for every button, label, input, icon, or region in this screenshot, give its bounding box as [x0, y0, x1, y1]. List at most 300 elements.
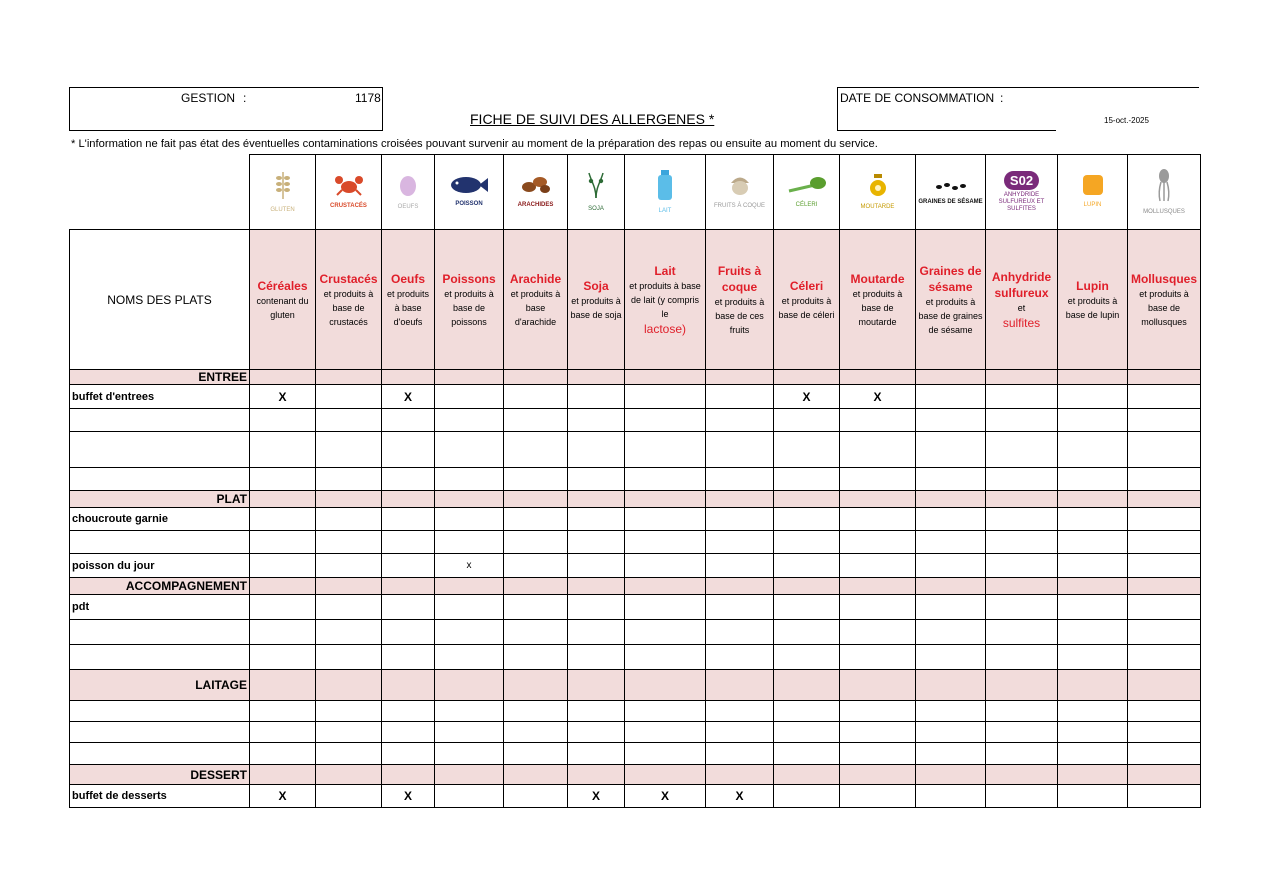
allergen-mark-cell — [1058, 645, 1128, 670]
allergen-subtitle: et produits à base d'oeufs — [386, 288, 430, 327]
gestion-label: GESTION — [181, 91, 236, 105]
icon-row — [70, 155, 1201, 230]
allergen-icon-label: CRUSTACÉS — [330, 203, 367, 209]
egg-icon — [398, 173, 418, 202]
allergen-mark-cell — [504, 578, 568, 595]
allergen-icon-cell — [435, 155, 504, 230]
allergen-mark-cell — [916, 765, 986, 785]
allergen-header — [840, 230, 916, 370]
allergen-mark-cell — [382, 578, 435, 595]
allergen-mark-cell — [706, 385, 774, 409]
allergen-header — [986, 230, 1058, 370]
allergen-mark-cell — [986, 785, 1058, 808]
allergen-mark-cell — [568, 491, 625, 508]
allergen-mark-cell — [568, 409, 625, 432]
allergen-title: Soja — [583, 278, 609, 293]
gestion-colon: : — [243, 91, 247, 105]
allergen-mark-cell — [316, 701, 382, 722]
allergen-mark-cell — [504, 554, 568, 578]
allergen-mark-cell — [568, 578, 625, 595]
allergen-header — [504, 230, 568, 370]
allergen-mark-cell — [706, 743, 774, 765]
allergen-mark-cell — [625, 468, 706, 491]
allergen-mark-cell — [706, 554, 774, 578]
category-row — [70, 765, 1201, 785]
allergen-mark-cell — [382, 468, 435, 491]
allergen-icon-cell — [316, 155, 382, 230]
allergen-mark-cell — [250, 595, 316, 620]
allergen-mark-cell — [250, 409, 316, 432]
allergen-mark-cell — [504, 765, 568, 785]
allergen-mark-cell — [840, 785, 916, 808]
allergen-mark-cell — [250, 743, 316, 765]
allergen-mark-cell — [625, 432, 706, 468]
allergen-mark-cell — [774, 722, 840, 743]
allergen-mark-cell — [625, 491, 706, 508]
allergen-mark-cell — [916, 531, 986, 554]
date-value: 15-oct.-2025 — [1104, 116, 1149, 125]
allergen-mark-cell — [986, 722, 1058, 743]
allergen-mark-cell — [1058, 370, 1128, 385]
allergen-mark-cell — [840, 508, 916, 531]
allergen-mark-cell — [568, 370, 625, 385]
allergen-icon-cell — [1058, 155, 1128, 230]
allergen-mark-cell — [435, 468, 504, 491]
allergen-mark-cell — [774, 785, 840, 808]
allergen-mark-cell — [1058, 432, 1128, 468]
allergen-mark-cell — [435, 595, 504, 620]
allergen-mark-cell — [316, 432, 382, 468]
allergen-mark-cell — [1058, 785, 1128, 808]
allergen-subtitle: et produits à base de lupin — [1065, 295, 1120, 320]
dish-name — [70, 701, 250, 722]
allergen-title: Poissons — [442, 271, 496, 286]
allergen-mark-cell — [774, 491, 840, 508]
date-label: DATE DE CONSOMMATION — [840, 91, 995, 105]
allergen-mark-cell: X — [250, 785, 316, 808]
allergen-mark-cell — [774, 701, 840, 722]
allergen-header — [435, 230, 504, 370]
allergen-mark-cell — [916, 578, 986, 595]
allergen-mark-cell — [1128, 620, 1201, 645]
dish-row — [70, 722, 1201, 743]
allergen-mark-cell — [316, 578, 382, 595]
allergen-mark-cell — [1058, 531, 1128, 554]
allergen-mark-cell — [625, 645, 706, 670]
allergen-mark-cell — [774, 595, 840, 620]
allergen-mark-cell — [504, 409, 568, 432]
dish-name: poisson du jour — [70, 554, 250, 578]
allergen-header — [568, 230, 625, 370]
allergen-mark-cell — [840, 578, 916, 595]
allergen-mark-cell — [1128, 722, 1201, 743]
allergen-icon-label: CÉLERI — [795, 202, 818, 208]
allergen-mark-cell — [840, 620, 916, 645]
dish-row — [70, 468, 1201, 491]
allergen-title: Fruits à coque — [717, 263, 762, 294]
allergen-mark-cell — [625, 370, 706, 385]
sesame-icon — [934, 179, 968, 197]
dish-row — [70, 508, 1201, 531]
allergen-mark-cell — [706, 468, 774, 491]
allergen-mark-cell — [916, 785, 986, 808]
allergen-mark-cell — [568, 432, 625, 468]
allergen-mark-cell — [840, 701, 916, 722]
allergen-mark-cell — [840, 595, 916, 620]
allergen-mark-cell — [916, 645, 986, 670]
allergen-mark-cell — [986, 531, 1058, 554]
allergen-mark-cell — [916, 554, 986, 578]
allergen-mark-cell — [1128, 743, 1201, 765]
allergen-mark-cell — [774, 370, 840, 385]
allergen-mark-cell — [625, 620, 706, 645]
allergen-mark-cell — [250, 670, 316, 701]
allergen-mark-cell — [316, 385, 382, 409]
allergen-header — [706, 230, 774, 370]
category-row — [70, 670, 1201, 701]
allergen-icon-cell — [1128, 155, 1201, 230]
allergen-mark-cell — [986, 385, 1058, 409]
allergen-mark-cell — [1128, 701, 1201, 722]
allergen-mark-cell — [1128, 409, 1201, 432]
gluten-icon — [272, 170, 294, 205]
allergen-mark-cell — [625, 701, 706, 722]
allergen-mark-cell — [504, 701, 568, 722]
allergen-mark-cell — [1058, 670, 1128, 701]
allergen-mark-cell — [1128, 645, 1201, 670]
allergen-mark-cell — [382, 432, 435, 468]
allergen-subtitle: et produits à base de poissons — [444, 288, 494, 327]
dishes-column-header: NOMS DES PLATS — [70, 230, 250, 370]
allergen-icon-label: MOLLUSQUES — [1143, 209, 1185, 215]
disclaimer-note: * L'information ne fait pas état des éventuelles contaminations croisées pouvant survenir au moment de la préparation des repas ou ensuite au moment du service. — [71, 138, 878, 150]
corner-cell — [70, 155, 250, 230]
allergen-mark-cell — [1058, 385, 1128, 409]
dish-name — [70, 409, 250, 432]
allergen-mark-cell — [435, 670, 504, 701]
allergen-mark-cell — [840, 491, 916, 508]
allergen-mark-cell — [706, 409, 774, 432]
allergen-mark-cell — [1058, 468, 1128, 491]
allergen-subtitle: et — [1017, 302, 1026, 313]
allergen-mark-cell: X — [382, 785, 435, 808]
allergen-mark-cell — [504, 508, 568, 531]
allergen-mark-cell — [504, 385, 568, 409]
allergen-mark-cell — [1128, 370, 1201, 385]
allergen-mark-cell — [1128, 468, 1201, 491]
allergen-icon-label: GRAINES DE SÉSAME — [918, 198, 983, 205]
allergen-mark-cell — [382, 620, 435, 645]
allergen-mark-cell — [774, 531, 840, 554]
allergen-mark-cell — [316, 468, 382, 491]
allergen-mark-cell — [382, 701, 435, 722]
allergen-header-row — [70, 230, 1201, 370]
allergen-extra: sulfites — [1002, 315, 1041, 330]
allergen-mark-cell — [916, 595, 986, 620]
page-title: FICHE DE SUIVI DES ALLERGENES * — [470, 111, 715, 127]
allergen-mark-cell — [625, 722, 706, 743]
allergen-mark-cell — [774, 409, 840, 432]
gestion-value: 1178 — [355, 91, 381, 105]
allergen-mark-cell — [382, 409, 435, 432]
allergen-mark-cell — [316, 554, 382, 578]
allergen-mark-cell — [382, 743, 435, 765]
allergen-title: Anhydride sulfureux — [991, 269, 1052, 300]
allergen-mark-cell — [250, 432, 316, 468]
allergen-mark-cell — [504, 645, 568, 670]
allergen-mark-cell — [568, 670, 625, 701]
allergen-mark-cell — [435, 508, 504, 531]
allergen-mark-cell: X — [840, 385, 916, 409]
allergen-mark-cell — [1058, 620, 1128, 645]
allergen-title: Céleri — [789, 278, 824, 293]
allergen-icon-label: ARACHIDES — [517, 202, 554, 208]
allergen-mark-cell — [706, 765, 774, 785]
allergen-mark-cell — [250, 722, 316, 743]
allergen-mark-cell — [986, 701, 1058, 722]
allergen-subtitle: et produits à base de ces fruits — [714, 296, 765, 335]
allergen-mark-cell — [250, 620, 316, 645]
allergen-mark-cell — [1128, 670, 1201, 701]
allergen-mark-cell — [568, 765, 625, 785]
allergen-mark-cell — [916, 491, 986, 508]
allergen-mark-cell — [250, 645, 316, 670]
allergen-mark-cell — [1128, 578, 1201, 595]
allergen-icon-label: MOUTARDE — [860, 204, 895, 210]
allergen-header — [916, 230, 986, 370]
allergen-icon-label: LAIT — [658, 208, 672, 214]
allergen-mark-cell — [774, 765, 840, 785]
allergen-mark-cell — [706, 578, 774, 595]
allergen-mark-cell — [568, 595, 625, 620]
allergen-mark-cell — [382, 722, 435, 743]
allergen-title: Oeufs — [390, 271, 425, 286]
dish-row — [70, 531, 1201, 554]
allergen-mark-cell — [382, 645, 435, 670]
allergen-mark-cell — [435, 785, 504, 808]
allergen-mark-cell — [706, 531, 774, 554]
allergen-table — [69, 154, 1201, 808]
dish-name — [70, 432, 250, 468]
lupin-icon — [1083, 175, 1103, 200]
allergen-mark-cell — [1058, 722, 1128, 743]
allergen-mark-cell — [435, 645, 504, 670]
allergen-mark-cell — [568, 385, 625, 409]
allergen-mark-cell — [1128, 785, 1201, 808]
allergen-mark-cell — [706, 701, 774, 722]
allergen-header — [774, 230, 840, 370]
allergen-mark-cell — [840, 722, 916, 743]
allergen-icon-cell — [706, 155, 774, 230]
allergen-mark-cell — [625, 743, 706, 765]
allergen-mark-cell — [1058, 743, 1128, 765]
allergen-mark-cell — [840, 670, 916, 701]
allergen-icon-cell — [568, 155, 625, 230]
allergen-mark-cell — [986, 765, 1058, 785]
allergen-mark-cell — [986, 409, 1058, 432]
allergen-mark-cell — [568, 722, 625, 743]
allergen-mark-cell — [625, 508, 706, 531]
allergen-mark-cell — [840, 554, 916, 578]
allergen-mark-cell — [774, 645, 840, 670]
crab-icon — [334, 174, 364, 201]
allergen-mark-cell — [840, 743, 916, 765]
allergen-mark-cell — [1128, 765, 1201, 785]
allergen-subtitle: contenant du gluten — [256, 295, 309, 320]
allergen-mark-cell — [1058, 554, 1128, 578]
allergen-mark-cell — [316, 785, 382, 808]
allergen-mark-cell — [504, 531, 568, 554]
dish-name — [70, 468, 250, 491]
allergen-extra: lactose) — [643, 321, 687, 336]
allergen-mark-cell — [568, 468, 625, 491]
allergen-mark-cell — [916, 620, 986, 645]
allergen-mark-cell — [840, 409, 916, 432]
allergen-mark-cell — [1128, 508, 1201, 531]
allergen-mark-cell — [250, 508, 316, 531]
allergen-mark-cell — [916, 370, 986, 385]
allergen-subtitle: et produits à base de mollusques — [1139, 288, 1189, 327]
allergen-mark-cell — [316, 491, 382, 508]
allergen-mark-cell — [916, 743, 986, 765]
allergen-mark-cell — [435, 432, 504, 468]
allergen-mark-cell — [316, 765, 382, 785]
allergen-mark-cell — [986, 645, 1058, 670]
allergen-mark-cell: x — [435, 554, 504, 578]
allergen-subtitle: et produits à base de lait (y compris le — [629, 280, 701, 319]
dish-name — [70, 743, 250, 765]
allergen-mark-cell — [986, 432, 1058, 468]
allergen-mark-cell — [435, 385, 504, 409]
allergen-mark-cell — [435, 765, 504, 785]
allergen-icon-cell — [382, 155, 435, 230]
allergen-mark-cell — [504, 595, 568, 620]
allergen-mark-cell — [774, 468, 840, 491]
allergen-mark-cell — [382, 765, 435, 785]
allergen-icon-label: OEUFS — [397, 204, 419, 210]
allergen-mark-cell — [1058, 491, 1128, 508]
allergen-mark-cell — [625, 531, 706, 554]
allergen-mark-cell — [774, 578, 840, 595]
allergen-title: Crustacés — [319, 271, 378, 286]
allergen-subtitle: et produits à base d'arachide — [510, 288, 561, 327]
allergen-mark-cell — [250, 765, 316, 785]
allergen-title: Graines de sésame — [919, 263, 982, 294]
allergen-mark-cell — [774, 743, 840, 765]
allergen-mark-cell — [625, 409, 706, 432]
allergen-mark-cell — [706, 508, 774, 531]
allergen-mark-cell — [706, 722, 774, 743]
allergen-title: Céréales — [257, 278, 308, 293]
allergen-mark-cell — [706, 620, 774, 645]
allergen-mark-cell — [706, 595, 774, 620]
allergen-mark-cell — [625, 595, 706, 620]
allergen-mark-cell — [1128, 531, 1201, 554]
allergen-mark-cell — [840, 370, 916, 385]
allergen-mark-cell — [382, 554, 435, 578]
dish-row — [70, 432, 1201, 468]
allergen-icon-cell — [916, 155, 986, 230]
allergen-mark-cell — [382, 595, 435, 620]
allergen-mark-cell: X — [382, 385, 435, 409]
allergen-mark-cell — [625, 385, 706, 409]
allergen-mark-cell — [916, 385, 986, 409]
allergen-title: Lait — [654, 263, 676, 278]
allergen-mark-cell — [504, 491, 568, 508]
mollusc-icon — [1155, 168, 1173, 207]
allergen-icon-label: FRUITS À COQUE — [713, 203, 765, 209]
allergen-mark-cell — [840, 468, 916, 491]
allergen-subtitle: et produits à base de crustacés — [323, 288, 374, 327]
category-row — [70, 370, 1201, 385]
allergen-mark-cell — [916, 701, 986, 722]
allergen-header — [1058, 230, 1128, 370]
allergen-mark-cell — [625, 670, 706, 701]
allergen-header — [625, 230, 706, 370]
allergen-mark-cell — [1058, 701, 1128, 722]
allergen-mark-cell — [568, 743, 625, 765]
allergen-mark-cell — [250, 468, 316, 491]
allergen-mark-cell — [316, 743, 382, 765]
allergen-mark-cell — [504, 370, 568, 385]
dish-row — [70, 701, 1201, 722]
allergen-mark-cell: X — [625, 785, 706, 808]
dish-row — [70, 409, 1201, 432]
allergen-mark-cell — [435, 409, 504, 432]
nut-icon — [728, 174, 752, 201]
allergen-header — [1128, 230, 1201, 370]
allergen-mark-cell — [382, 670, 435, 701]
allergen-icon-label: POISSON — [455, 201, 483, 207]
allergen-mark-cell — [625, 554, 706, 578]
dish-row — [70, 620, 1201, 645]
allergen-mark-cell — [916, 409, 986, 432]
allergen-icon-label: SOJA — [588, 206, 604, 212]
dish-row — [70, 595, 1201, 620]
allergen-icon-cell — [986, 155, 1058, 230]
allergen-mark-cell: X — [568, 785, 625, 808]
dish-name: buffet d'entrees — [70, 385, 250, 409]
allergen-mark-cell — [706, 645, 774, 670]
dish-name — [70, 531, 250, 554]
allergen-mark-cell — [435, 578, 504, 595]
allergen-mark-cell — [316, 620, 382, 645]
allergen-mark-cell — [504, 785, 568, 808]
allergen-mark-cell — [1058, 595, 1128, 620]
allergen-mark-cell — [774, 620, 840, 645]
allergen-mark-cell — [250, 578, 316, 595]
allergen-mark-cell — [1128, 554, 1201, 578]
allergen-mark-cell — [706, 670, 774, 701]
allergen-icon-cell — [250, 155, 316, 230]
allergen-mark-cell — [250, 701, 316, 722]
allergen-mark-cell — [382, 531, 435, 554]
allergen-mark-cell — [504, 722, 568, 743]
allergen-mark-cell — [250, 531, 316, 554]
allergen-mark-cell — [316, 531, 382, 554]
allergen-icon-cell — [774, 155, 840, 230]
allergen-mark-cell — [1128, 385, 1201, 409]
allergen-icon-cell — [625, 155, 706, 230]
allergen-mark-cell — [916, 508, 986, 531]
dish-name — [70, 722, 250, 743]
allergen-mark-cell — [568, 554, 625, 578]
allergen-mark-cell — [435, 491, 504, 508]
allergen-mark-cell — [250, 491, 316, 508]
allergen-mark-cell — [316, 370, 382, 385]
dish-row — [70, 645, 1201, 670]
peanut-icon — [520, 175, 552, 200]
